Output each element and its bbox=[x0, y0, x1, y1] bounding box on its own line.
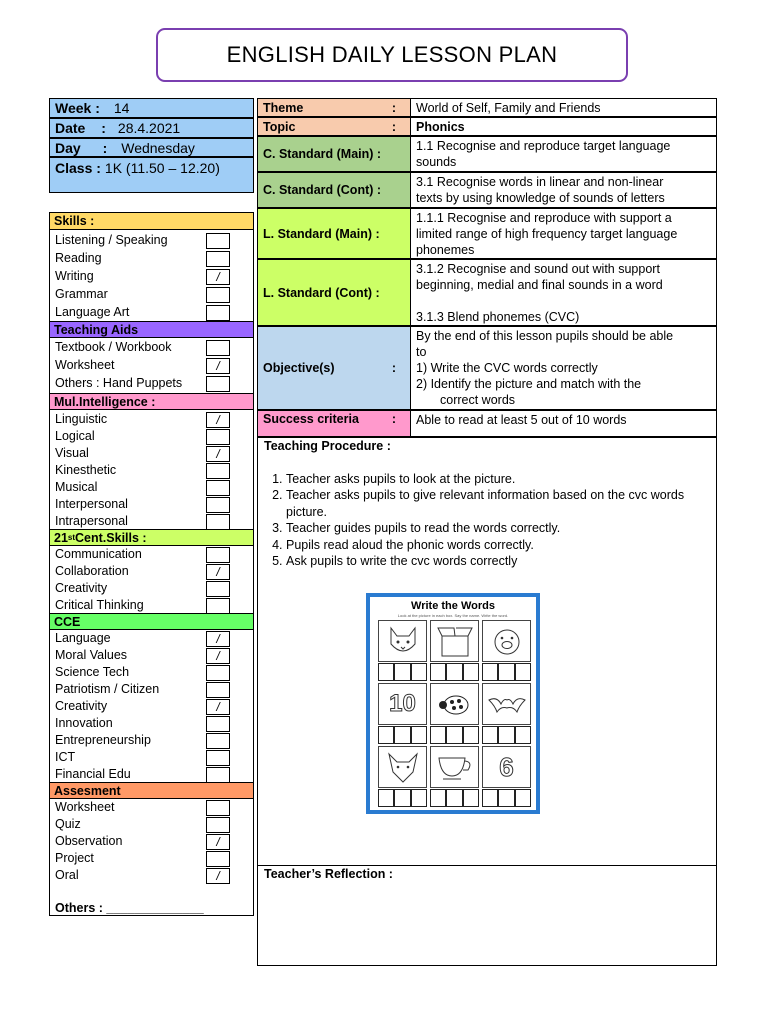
theme-label bbox=[257, 98, 411, 117]
topic-value: Phonics bbox=[410, 117, 717, 136]
cs-main-value bbox=[410, 136, 717, 172]
c21-item: Creativity bbox=[55, 581, 108, 595]
bat-picture bbox=[482, 683, 531, 725]
skills-checkbox[interactable] bbox=[206, 233, 230, 249]
teaching-aids-item: Textbook / Workbook bbox=[55, 340, 172, 354]
ls-cont-line-3: 3.1.3 Blend phonemes (CVC) bbox=[416, 310, 580, 324]
mi-item: Musical bbox=[55, 480, 98, 494]
six-picture: 6 bbox=[482, 746, 531, 788]
answer-boxes-6 bbox=[482, 726, 531, 744]
cce-checkbox[interactable]: / bbox=[206, 699, 230, 715]
fox-picture bbox=[378, 746, 427, 788]
cce-checkbox[interactable] bbox=[206, 750, 230, 766]
cs-main-line-1: 1.1 Recognise and reproduce target language bbox=[416, 139, 671, 153]
skills-item: Listening / Speaking bbox=[55, 233, 168, 247]
answer-boxes-3 bbox=[482, 663, 531, 681]
cce-checkbox[interactable]: / bbox=[206, 631, 230, 647]
date-label: Date : bbox=[55, 120, 106, 136]
cce-checkbox[interactable] bbox=[206, 665, 230, 681]
worksheet-image bbox=[366, 593, 540, 814]
class-label: Class : bbox=[55, 160, 101, 176]
cup-picture bbox=[430, 746, 479, 788]
ls-main-line-1: 1.1.1 Recognise and reproduce with support a bbox=[416, 211, 672, 225]
answer-boxes-4 bbox=[378, 726, 427, 744]
objective-colon: : bbox=[391, 361, 396, 375]
mi-header: Mul.Intelligence : bbox=[50, 393, 253, 410]
week-row bbox=[49, 98, 254, 118]
cs-cont-line-2: texts by using knowledge of sounds of letters bbox=[416, 191, 665, 205]
c21-head-num: 21 bbox=[54, 530, 68, 545]
assessment-checkbox[interactable] bbox=[206, 851, 230, 867]
cce-item: ICT bbox=[55, 750, 76, 764]
mi-checkbox[interactable]: / bbox=[206, 412, 230, 428]
teaching-aids-checkbox[interactable]: / bbox=[206, 358, 230, 374]
success-criteria-colon: : bbox=[391, 412, 396, 426]
c21-item: Communication bbox=[55, 547, 142, 561]
mi-checkbox[interactable] bbox=[206, 463, 230, 479]
mi-checkbox[interactable]: / bbox=[206, 446, 230, 462]
cce-item: Creativity bbox=[55, 699, 108, 713]
objective-line-5: correct words bbox=[440, 393, 516, 407]
success-criteria-label bbox=[257, 410, 411, 437]
mi-item: Intrapersonal bbox=[55, 514, 128, 528]
cce-item: Financial Edu bbox=[55, 767, 131, 781]
mi-checkbox[interactable] bbox=[206, 497, 230, 513]
assessment-checkbox[interactable] bbox=[206, 800, 230, 816]
cce-checkbox[interactable]: / bbox=[206, 648, 230, 664]
teaching-aids-item: Worksheet bbox=[55, 358, 115, 372]
day-label: Day : bbox=[55, 139, 108, 156]
answer-boxes-9 bbox=[482, 789, 531, 807]
c21-checkbox[interactable]: / bbox=[206, 564, 230, 580]
teaching-aids-item: Others : Hand Puppets bbox=[55, 376, 183, 390]
success-criteria-label-text: Success criteria bbox=[263, 412, 359, 426]
assessment-item: Observation bbox=[55, 834, 123, 848]
mi-item: Linguistic bbox=[55, 412, 108, 426]
cce-item: Moral Values bbox=[55, 648, 128, 662]
assessment-checkbox[interactable] bbox=[206, 817, 230, 833]
ls-cont-value bbox=[410, 259, 717, 326]
c21-checkbox[interactable] bbox=[206, 598, 230, 614]
cs-main-line-2: sounds bbox=[416, 155, 457, 169]
c21-checkbox[interactable] bbox=[206, 547, 230, 563]
cce-item: Science Tech bbox=[55, 665, 130, 679]
class-row bbox=[49, 157, 254, 193]
ls-cont-line-1: 3.1.2 Recognise and sound out with support bbox=[416, 262, 660, 276]
objective-line-3: 1) Write the CVC words correctly bbox=[416, 361, 598, 375]
procedure-step: 5. Ask pupils to write the cvc words correctly bbox=[286, 553, 716, 569]
skills-checkbox[interactable] bbox=[206, 305, 230, 321]
c21-item: Critical Thinking bbox=[55, 598, 144, 612]
class-value: 1K (11.50 – 12.20) bbox=[104, 160, 220, 176]
day-value: Wednesday bbox=[121, 139, 195, 156]
date-value: 28.4.2021 bbox=[117, 120, 181, 136]
procedure-step: 1. Teacher asks pupils to look at the picture. bbox=[286, 471, 716, 487]
bug-picture bbox=[430, 683, 479, 725]
week-value: 14 bbox=[113, 100, 130, 116]
cce-item: Patriotism / Citizen bbox=[55, 682, 160, 696]
pig-picture bbox=[482, 620, 531, 662]
cce-item: Language bbox=[55, 631, 111, 645]
skills-checkbox[interactable] bbox=[206, 287, 230, 303]
cce-checkbox[interactable] bbox=[206, 682, 230, 698]
objective-line-2: to bbox=[416, 345, 427, 359]
ls-main-line-3: phonemes bbox=[416, 243, 475, 257]
theme-colon: : bbox=[391, 100, 396, 115]
assessment-checkbox[interactable]: / bbox=[206, 868, 230, 884]
teaching-procedure-heading: Teaching Procedure : bbox=[264, 439, 391, 453]
mi-checkbox[interactable] bbox=[206, 429, 230, 445]
mi-item: Logical bbox=[55, 429, 95, 443]
ten-picture: 10 bbox=[378, 683, 427, 725]
teaching-aids-checkbox[interactable] bbox=[206, 340, 230, 356]
objective-label-text: Objective(s) bbox=[263, 361, 335, 375]
topic-label bbox=[257, 117, 411, 136]
success-criteria-value: Able to read at least 5 out of 10 words bbox=[410, 410, 717, 437]
ls-cont-label: L. Standard (Cont) : bbox=[257, 259, 411, 326]
cs-main-label: C. Standard (Main) : bbox=[257, 136, 411, 172]
answer-boxes-7 bbox=[378, 789, 427, 807]
assessment-item: Quiz bbox=[55, 817, 81, 831]
cce-checkbox[interactable] bbox=[206, 733, 230, 749]
ls-main-label: L. Standard (Main) : bbox=[257, 208, 411, 259]
cce-checkbox[interactable] bbox=[206, 767, 230, 783]
objective-line-4: 2) Identify the picture and match with the bbox=[416, 377, 642, 391]
reflection-box[interactable] bbox=[257, 865, 717, 966]
answer-boxes-1 bbox=[378, 663, 427, 681]
theme-label-text: Theme bbox=[263, 100, 304, 115]
c21-head-rest: Cent.Skills : bbox=[75, 530, 147, 545]
cs-cont-value bbox=[410, 172, 717, 208]
assessment-item: Project bbox=[55, 851, 94, 865]
answer-boxes-2 bbox=[430, 663, 479, 681]
mi-item: Kinesthetic bbox=[55, 463, 117, 477]
procedure-step: 4. Pupils read aloud the phonic words correctly. bbox=[286, 537, 716, 553]
assessment-item: Oral bbox=[55, 868, 79, 882]
c21-item: Collaboration bbox=[55, 564, 129, 578]
skills-item: Language Art bbox=[55, 305, 130, 319]
objective-value bbox=[410, 326, 717, 410]
week-label: Week : bbox=[55, 100, 100, 116]
skills-checkbox[interactable]: / bbox=[206, 269, 230, 285]
ls-cont-line-2: beginning, medial and final sounds in a word bbox=[416, 278, 663, 292]
theme-value: World of Self, Family and Friends bbox=[410, 98, 717, 117]
skills-header: Skills : bbox=[50, 213, 253, 230]
others-field[interactable]: Others : ______________ bbox=[55, 901, 204, 915]
worksheet-instruction: Look at the picture in each box. Say the name. Write the word. bbox=[397, 613, 509, 618]
box-picture bbox=[430, 620, 479, 662]
c21-head-sup: st bbox=[67, 533, 76, 542]
skills-panel bbox=[49, 212, 254, 916]
procedure-step: 3. Teacher guides pupils to read the words correctly. bbox=[286, 520, 716, 536]
cce-header: CCE bbox=[50, 613, 253, 630]
date-row bbox=[49, 118, 254, 138]
mi-checkbox[interactable] bbox=[206, 480, 230, 496]
teaching-aids-header: Teaching Aids bbox=[50, 321, 253, 338]
skills-item: Grammar bbox=[55, 287, 108, 301]
c21-header bbox=[50, 529, 253, 546]
ls-main-line-2: limited range of high frequency target language bbox=[416, 227, 678, 241]
day-row bbox=[49, 138, 254, 157]
cce-item: Innovation bbox=[55, 716, 113, 730]
assessment-header: Assesment bbox=[50, 782, 253, 799]
cs-cont-label: C. Standard (Cont) : bbox=[257, 172, 411, 208]
cs-cont-line-1: 3.1 Recognise words in linear and non-linear bbox=[416, 175, 664, 189]
ls-main-value bbox=[410, 208, 717, 259]
assessment-checkbox[interactable]: / bbox=[206, 834, 230, 850]
teaching-aids-checkbox[interactable] bbox=[206, 376, 230, 392]
objective-line-1: By the end of this lesson pupils should be able bbox=[416, 329, 674, 343]
cce-item: Entrepreneurship bbox=[55, 733, 151, 747]
skills-item: Writing bbox=[55, 269, 94, 283]
procedure-step: 2. Teacher asks pupils to give relevant information based on the cvc words picture. bbox=[286, 487, 716, 520]
answer-boxes-8 bbox=[430, 789, 479, 807]
cat-picture bbox=[378, 620, 427, 662]
assessment-item: Worksheet bbox=[55, 800, 115, 814]
objective-label bbox=[257, 326, 411, 410]
skills-checkbox[interactable] bbox=[206, 251, 230, 267]
page-title bbox=[156, 28, 628, 82]
mi-item: Visual bbox=[55, 446, 89, 460]
mi-item: Interpersonal bbox=[55, 497, 128, 511]
c21-checkbox[interactable] bbox=[206, 581, 230, 597]
cce-checkbox[interactable] bbox=[206, 716, 230, 732]
page-title-text: ENGLISH DAILY LESSON PLAN bbox=[226, 42, 558, 67]
procedure-list bbox=[258, 471, 716, 569]
topic-colon: : bbox=[391, 119, 396, 134]
reflection-heading: Teacher’s Reflection : bbox=[264, 867, 393, 881]
skills-item: Reading bbox=[55, 251, 102, 265]
answer-boxes-5 bbox=[430, 726, 479, 744]
worksheet-title: Write the Words bbox=[411, 600, 495, 612]
mi-checkbox[interactable] bbox=[206, 514, 230, 530]
topic-label-text: Topic bbox=[263, 119, 296, 134]
